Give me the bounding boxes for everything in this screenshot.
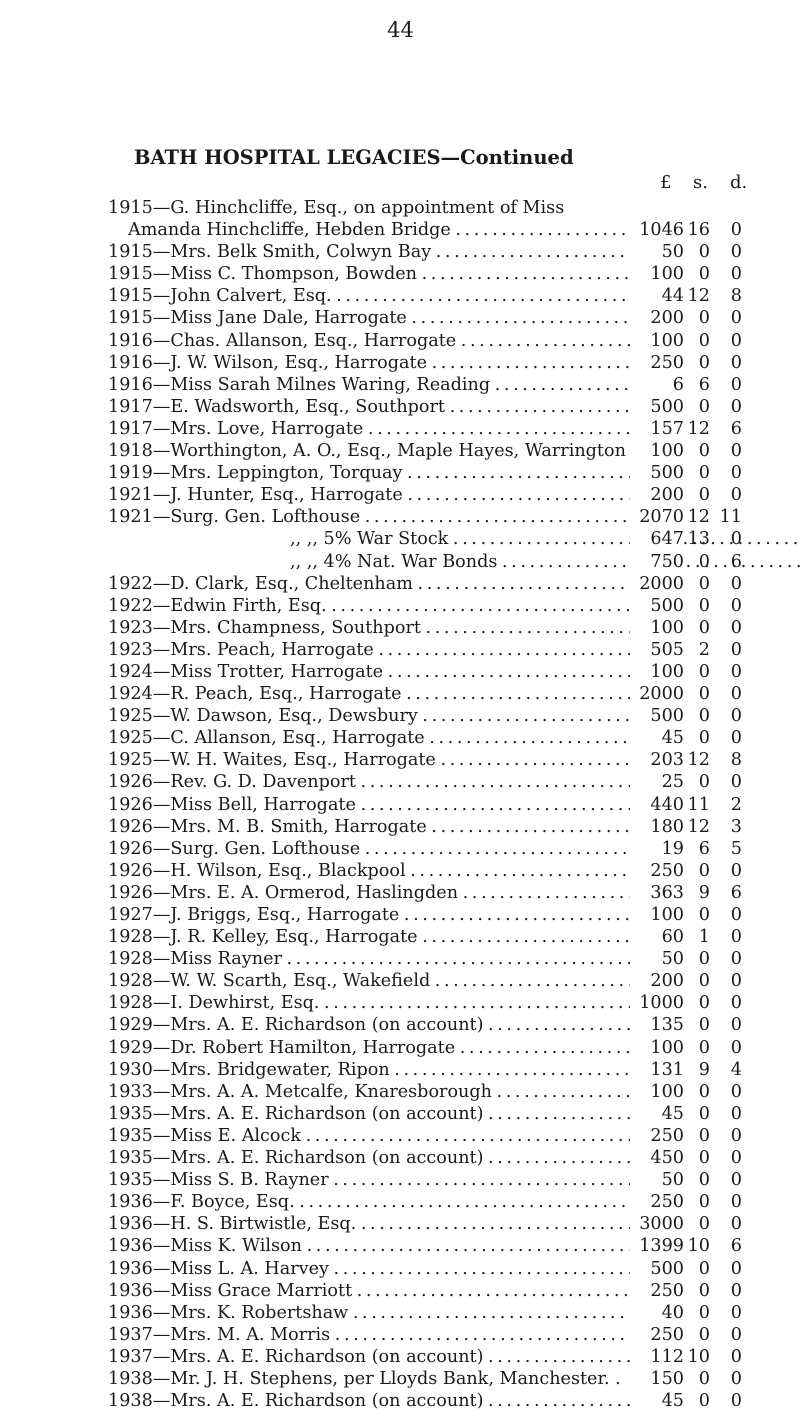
entry-pence: 0 <box>730 1125 742 1146</box>
page-number: 44 <box>387 18 414 42</box>
entry-description: 1915—Miss C. Thompson, Bowden . . . <box>108 263 638 285</box>
entry-description: 1915—Miss Jane Dale, Harrogate . . . <box>108 307 638 329</box>
entry-description: 1926—Mrs. E. A. Ormerod, Haslingden . . . <box>108 882 638 904</box>
entry-pence: 0 <box>730 485 742 506</box>
entry-description: 1916—J. W. Wilson, Esq., Harrogate . . . <box>108 352 638 374</box>
entry-shillings: 0 <box>698 706 710 727</box>
entry-pounds: 203 <box>630 749 684 771</box>
entry-description: 1916—Miss Sarah Milnes Waring, Reading . . . <box>108 374 638 396</box>
entry-shillings: 6 <box>698 374 710 395</box>
entry-pounds: 45 <box>630 1390 684 1412</box>
entry-pence: 0 <box>730 441 742 462</box>
entry-description: 1926—Miss Bell, Harrogate . . . <box>108 794 638 816</box>
entry-shillings: 0 <box>698 330 710 351</box>
entry-pence: 0 <box>730 220 742 241</box>
entry-pence: 6 <box>730 1236 742 1257</box>
list-item <box>0 1191 801 1213</box>
list-item <box>0 948 801 970</box>
list-item <box>0 1368 801 1390</box>
entry-pounds: 60 <box>630 926 684 948</box>
entry-description: 1923—Mrs. Peach, Harrogate . . . <box>108 639 638 661</box>
list-item <box>0 882 801 904</box>
entry-pounds: 450 <box>630 1147 684 1169</box>
list-item <box>0 794 801 816</box>
entry-description: 1926—Surg. Gen. Lofthouse . . . <box>108 838 638 860</box>
entry-pounds: 647 <box>630 528 684 550</box>
entry-description: 1915—Mrs. Belk Smith, Colwyn Bay . . . <box>108 241 638 263</box>
entry-description: 1922—Edwin Firth, Esq. . . . <box>108 595 638 617</box>
entry-pence: 0 <box>730 242 742 263</box>
entry-pence: 0 <box>730 949 742 970</box>
entry-pounds: 250 <box>630 860 684 882</box>
entry-pence: 0 <box>730 772 742 793</box>
entry-pounds: 50 <box>630 241 684 263</box>
entry-pounds: 112 <box>630 1346 684 1368</box>
entry-shillings: 0 <box>698 1081 710 1102</box>
entry-pounds: 157 <box>630 418 684 440</box>
list-item <box>0 1324 801 1346</box>
entry-description: 1924—R. Peach, Esq., Harrogate . . . <box>108 683 638 705</box>
entry-description: 1936—Miss Grace Marriott . . . <box>108 1280 638 1302</box>
entry-description: 1923—Mrs. Champness, Southport . . . <box>108 617 638 639</box>
list-item <box>0 904 801 926</box>
entry-shillings: 0 <box>698 1214 710 1235</box>
entry-description: 1918—Worthington, A. O., Esq., Maple Hayes, Warrington <box>108 441 626 462</box>
list-item <box>0 617 801 639</box>
entry-shillings: 0 <box>698 1148 710 1169</box>
list-item <box>0 352 801 374</box>
entry-pounds: 500 <box>630 595 684 617</box>
list-item <box>0 1147 801 1169</box>
entry-pence: 0 <box>730 463 742 484</box>
entry-shillings: 0 <box>698 264 710 285</box>
list-item <box>0 219 801 241</box>
entry-pounds: 150 <box>630 1368 684 1390</box>
entry-pence: 0 <box>730 905 742 925</box>
list-item <box>0 749 801 771</box>
list-item <box>0 263 801 285</box>
list-item <box>0 1014 801 1036</box>
entry-description: 1938—Mr. J. H. Stephens, per Lloyds Bank, Manchester. . <box>108 1368 621 1389</box>
entry-pounds: 1000 <box>630 992 684 1014</box>
entry-pence: 0 <box>730 529 742 550</box>
entry-shillings: 0 <box>698 949 710 970</box>
entry-description: 1926—Rev. G. D. Davenport . . . <box>108 771 638 793</box>
entry-pounds: 100 <box>630 904 684 926</box>
entry-pounds: 250 <box>630 1280 684 1302</box>
list-item <box>0 595 801 617</box>
entry-description: 1929—Dr. Robert Hamilton, Harrogate . . . <box>108 1037 638 1059</box>
entry-shillings: 11 <box>687 794 710 815</box>
entry-pounds: 100 <box>630 330 684 352</box>
entry-description: 1915—John Calvert, Esq. . . . <box>108 285 638 307</box>
entry-pounds: 45 <box>630 727 684 749</box>
entry-pounds: 25 <box>630 771 684 793</box>
entry-pounds: 250 <box>630 352 684 374</box>
entry-shillings: 0 <box>698 396 710 417</box>
entry-shillings: 0 <box>698 1170 710 1191</box>
entry-pence: 0 <box>730 573 742 594</box>
entry-description: 1935—Miss E. Alcock . . . <box>108 1125 638 1147</box>
list-item <box>0 705 801 727</box>
entry-pence: 0 <box>730 639 742 660</box>
list-item <box>0 1059 801 1081</box>
entry-description: 1933—Mrs. A. A. Metcalfe, Knaresborough . . . <box>108 1081 638 1103</box>
entry-shillings: 6 <box>698 838 710 859</box>
entry-pence: 0 <box>730 1037 742 1058</box>
entry-pence: 0 <box>730 1015 742 1036</box>
list-item <box>0 241 801 263</box>
list-item <box>0 484 801 506</box>
entry-description: 1921—Surg. Gen. Lofthouse . . . <box>108 506 638 528</box>
entry-pence: 0 <box>730 617 742 638</box>
entry-pence: 0 <box>730 396 742 417</box>
list-item <box>0 1235 801 1257</box>
entry-pence: 0 <box>730 927 742 948</box>
entry-description: 1928—Miss Rayner . . . <box>108 948 638 970</box>
list-item <box>0 639 801 661</box>
entry-shillings: 0 <box>698 905 710 925</box>
entry-pounds: 500 <box>630 1258 684 1280</box>
column-header-pounds: £ <box>660 172 672 193</box>
entry-pounds: 500 <box>630 705 684 727</box>
entry-pounds: 40 <box>630 1302 684 1324</box>
entry-shillings: 9 <box>698 1059 710 1080</box>
entry-pence: 6 <box>730 551 742 572</box>
entry-shillings: 13 <box>687 529 710 550</box>
entry-pounds: 500 <box>630 462 684 484</box>
entry-pence: 4 <box>730 1059 742 1080</box>
entry-shillings: 0 <box>698 1192 710 1213</box>
entry-shillings: 0 <box>698 242 710 263</box>
entry-pounds: 200 <box>630 307 684 329</box>
list-item <box>0 1213 801 1235</box>
entry-pounds: 2070 <box>630 506 684 528</box>
entry-pounds: 440 <box>630 794 684 816</box>
entry-pounds: 750 <box>630 551 684 573</box>
entry-pounds: 45 <box>630 1103 684 1125</box>
entry-description: Amanda Hinchcliffe, Hebden Bridge . . . <box>128 219 658 241</box>
entry-pounds: 3000 <box>630 1213 684 1235</box>
entry-pounds: 50 <box>630 1169 684 1191</box>
entry-pence: 0 <box>730 728 742 749</box>
entry-pounds: 505 <box>630 639 684 661</box>
entry-shillings: 0 <box>698 860 710 881</box>
list-item <box>0 1169 801 1191</box>
entry-shillings: 0 <box>698 595 710 616</box>
entry-description: 1930—Mrs. Bridgewater, Ripon . . . <box>108 1059 638 1081</box>
list-item <box>0 838 801 860</box>
entry-shillings: 0 <box>698 485 710 506</box>
entry-pounds: 180 <box>630 816 684 838</box>
entry-pounds: 2000 <box>630 573 684 595</box>
entry-shillings: 12 <box>687 816 710 837</box>
entry-shillings: 1 <box>698 927 710 948</box>
entry-shillings: 16 <box>687 220 710 241</box>
entry-description: 1935—Mrs. A. E. Richardson (on account) . . . <box>108 1103 638 1125</box>
list-item <box>0 1258 801 1280</box>
list-item <box>0 462 801 484</box>
list-item <box>0 1390 801 1412</box>
list-item <box>0 374 801 396</box>
list-item <box>0 926 801 948</box>
list-item <box>0 727 801 749</box>
entry-pence: 0 <box>730 352 742 373</box>
entry-shillings: 12 <box>687 286 710 307</box>
entry-shillings: 0 <box>698 971 710 992</box>
column-header-pence: d. <box>730 172 748 193</box>
entry-pence: 0 <box>730 1324 742 1345</box>
list-item <box>0 573 801 595</box>
list-item <box>0 860 801 882</box>
entry-pounds: 250 <box>630 1191 684 1213</box>
entry-description: 1926—H. Wilson, Esq., Blackpool . . . <box>108 860 638 882</box>
entry-pence: 0 <box>730 1346 742 1367</box>
list-item <box>0 661 801 683</box>
entry-pence: 0 <box>730 595 742 616</box>
entry-shillings: 10 <box>687 1236 710 1257</box>
entry-shillings: 12 <box>687 507 710 528</box>
list-item <box>0 330 801 352</box>
entry-description: 1924—Miss Trotter, Harrogate . . . <box>108 661 638 683</box>
list-item <box>0 1081 801 1103</box>
entry-pounds: 100 <box>630 1081 684 1103</box>
entry-description: 1921—J. Hunter, Esq., Harrogate . . . <box>108 484 638 506</box>
entry-pence: 0 <box>730 1258 742 1279</box>
entry-description: ,, ,, 4% Nat. War Bonds . . . <box>290 551 801 573</box>
entry-pence: 8 <box>730 750 742 771</box>
list-item <box>0 197 801 219</box>
entry-pounds: 19 <box>630 838 684 860</box>
entry-pounds: 44 <box>630 285 684 307</box>
entry-description: 1925—W. H. Waites, Esq., Harrogate . . . <box>108 749 638 771</box>
entry-pounds: 50 <box>630 948 684 970</box>
entry-shillings: 12 <box>687 750 710 771</box>
entry-pence: 0 <box>730 684 742 705</box>
entry-shillings: 0 <box>698 1125 710 1146</box>
list-item <box>0 285 801 307</box>
list-item <box>0 683 801 705</box>
entry-pounds: 363 <box>630 882 684 904</box>
entry-description: 1936—H. S. Birtwistle, Esq. . . . <box>108 1213 638 1235</box>
entry-description: 1915—G. Hinchcliffe, Esq., on appointment of Miss <box>108 198 565 218</box>
entry-shillings: 0 <box>698 1103 710 1124</box>
entry-description: 1917—E. Wadsworth, Esq., Southport . . . <box>108 396 638 418</box>
list-item <box>0 528 801 550</box>
entry-shillings: 12 <box>687 418 710 439</box>
entry-description: 1928—J. R. Kelley, Esq., Harrogate . . . <box>108 926 638 948</box>
entry-pence: 0 <box>730 330 742 351</box>
entry-pence: 0 <box>730 1192 742 1213</box>
entry-pence: 0 <box>730 308 742 329</box>
entry-pounds: 1399 <box>630 1235 684 1257</box>
entry-pence: 8 <box>730 286 742 307</box>
list-item <box>0 506 801 528</box>
list-item <box>0 1125 801 1147</box>
entry-description: 1937—Mrs. A. E. Richardson (on account) . . . <box>108 1346 638 1368</box>
entry-shillings: 0 <box>698 1015 710 1036</box>
entry-description: 1928—I. Dewhirst, Esq. . . . <box>108 992 638 1014</box>
entry-pounds: 131 <box>630 1059 684 1081</box>
entry-pounds: 100 <box>630 617 684 639</box>
entry-pence: 0 <box>730 661 742 682</box>
entry-description: 1936—Miss K. Wilson . . . <box>108 1235 638 1257</box>
entry-shillings: 0 <box>698 441 710 462</box>
entry-pounds: 250 <box>630 1125 684 1147</box>
entry-shillings: 0 <box>698 573 710 594</box>
entry-shillings: 0 <box>698 1391 710 1412</box>
entry-shillings: 0 <box>698 1324 710 1345</box>
entry-description: 1922—D. Clark, Esq., Cheltenham . . . <box>108 573 638 595</box>
entry-description: 1937—Mrs. M. A. Morris . . . <box>108 1324 638 1346</box>
entry-description: 1938—Mrs. A. E. Richardson (on account) . . . <box>108 1390 638 1412</box>
entry-pence: 0 <box>730 1081 742 1102</box>
entry-pounds: 200 <box>630 484 684 506</box>
entry-pounds: 1046 <box>630 219 684 241</box>
list-item <box>0 418 801 440</box>
entry-pence: 0 <box>730 971 742 992</box>
entry-shillings: 9 <box>698 882 710 903</box>
entry-pence: 0 <box>730 374 742 395</box>
list-item <box>0 1302 801 1324</box>
list-item <box>0 307 801 329</box>
entry-pence: 6 <box>730 882 742 903</box>
list-item <box>0 816 801 838</box>
entry-description: 1928—W. W. Scarth, Esq., Wakefield . . . <box>108 970 638 992</box>
entry-shillings: 0 <box>698 1258 710 1279</box>
entry-pence: 0 <box>730 706 742 727</box>
entry-shillings: 0 <box>698 463 710 484</box>
entry-shillings: 2 <box>698 639 710 660</box>
entry-shillings: 0 <box>698 551 710 572</box>
entry-shillings: 0 <box>698 772 710 793</box>
entry-description: 1926—Mrs. M. B. Smith, Harrogate . . . <box>108 816 638 838</box>
entry-shillings: 0 <box>698 1302 710 1323</box>
legacies-list <box>0 197 801 1412</box>
entry-pence: 0 <box>730 1214 742 1235</box>
list-item <box>0 771 801 793</box>
entry-pounds: 100 <box>630 263 684 285</box>
entry-pounds: 250 <box>630 1324 684 1346</box>
entry-description: 1936—F. Boyce, Esq. . . . <box>108 1191 638 1213</box>
entry-pence: 0 <box>730 1170 742 1191</box>
entry-description: 1929—Mrs. A. E. Richardson (on account) . . . <box>108 1014 638 1036</box>
entry-pence: 5 <box>730 838 742 859</box>
list-item <box>0 1103 801 1125</box>
entry-pence: 0 <box>730 1148 742 1169</box>
entry-shillings: 0 <box>698 684 710 705</box>
entry-description: 1925—C. Allanson, Esq., Harrogate . . . <box>108 727 638 749</box>
entry-pounds: 200 <box>630 970 684 992</box>
entry-pounds: 6 <box>630 374 684 396</box>
entry-pence: 2 <box>730 794 742 815</box>
list-item <box>0 1346 801 1368</box>
list-item <box>0 440 801 462</box>
entry-shillings: 0 <box>698 1368 710 1389</box>
entry-description: 1936—Miss L. A. Harvey . . . <box>108 1258 638 1280</box>
list-item <box>0 1280 801 1302</box>
entry-pounds: 100 <box>630 661 684 683</box>
entry-description: 1927—J. Briggs, Esq., Harrogate . . . <box>108 904 638 926</box>
entry-shillings: 0 <box>698 1280 710 1301</box>
entry-pounds: 135 <box>630 1014 684 1036</box>
list-item <box>0 551 801 573</box>
entry-pence: 0 <box>730 1280 742 1301</box>
entry-shillings: 0 <box>698 1037 710 1058</box>
entry-description: 1935—Miss S. B. Rayner . . . <box>108 1169 638 1191</box>
entry-description: 1919—Mrs. Leppington, Torquay . . . <box>108 462 638 484</box>
entry-pence: 6 <box>730 418 742 439</box>
entry-shillings: 0 <box>698 993 710 1014</box>
entry-pounds: 100 <box>630 1037 684 1059</box>
list-item <box>0 396 801 418</box>
page-title: BATH HOSPITAL LEGACIES—Continued <box>134 146 574 169</box>
entry-pence: 0 <box>730 1391 742 1412</box>
entry-shillings: 0 <box>698 308 710 329</box>
entry-pence: 0 <box>730 993 742 1014</box>
entry-pounds: 500 <box>630 396 684 418</box>
entry-description: 1925—W. Dawson, Esq., Dewsbury . . . <box>108 705 638 727</box>
entry-shillings: 0 <box>698 661 710 682</box>
entry-shillings: 0 <box>698 617 710 638</box>
list-item <box>0 970 801 992</box>
entry-shillings: 0 <box>698 352 710 373</box>
entry-pence: 0 <box>730 860 742 881</box>
entry-pence: 0 <box>730 1368 742 1389</box>
entry-pounds: 2000 <box>630 683 684 705</box>
list-item <box>0 1037 801 1059</box>
entry-description: 1916—Chas. Allanson, Esq., Harrogate . . . <box>108 330 638 352</box>
column-header-shillings: s. <box>693 172 708 193</box>
entry-pounds: 100 <box>630 440 684 462</box>
entry-pence: 11 <box>719 507 742 528</box>
entry-shillings: 10 <box>687 1346 710 1367</box>
entry-pence: 0 <box>730 264 742 285</box>
list-item <box>0 992 801 1014</box>
entry-pence: 3 <box>730 816 742 837</box>
entry-description: ,, ,, 5% War Stock . . . <box>290 528 801 550</box>
entry-description: 1917—Mrs. Love, Harrogate . . . <box>108 418 638 440</box>
entry-description: 1935—Mrs. A. E. Richardson (on account) . . . <box>108 1147 638 1169</box>
entry-shillings: 0 <box>698 728 710 749</box>
entry-pence: 0 <box>730 1103 742 1124</box>
entry-description: 1936—Mrs. K. Robertshaw . . . <box>108 1302 638 1324</box>
entry-pence: 0 <box>730 1302 742 1323</box>
